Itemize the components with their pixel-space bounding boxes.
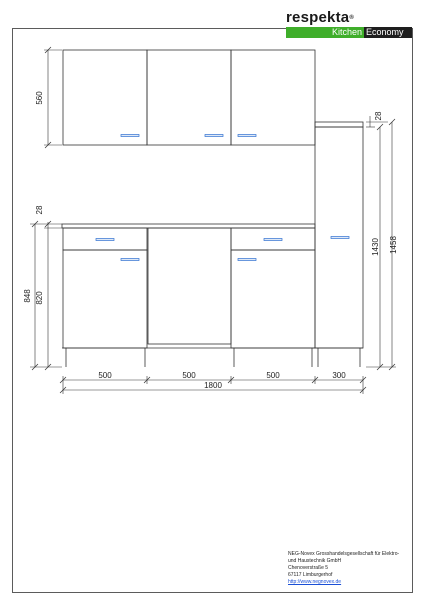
handle-door-1 xyxy=(121,259,139,261)
imprint-line: und Haustechnik GmbH xyxy=(288,558,342,564)
handle-tall xyxy=(331,237,349,239)
brand-logo xyxy=(286,9,412,37)
registered-mark: ® xyxy=(349,15,354,21)
upper-cabinets xyxy=(63,50,315,145)
tall-cabinet xyxy=(315,122,363,348)
upper-handles xyxy=(121,135,256,137)
imprint-line: 67117 Limburgerhof xyxy=(288,572,333,578)
imprint-address xyxy=(288,551,418,586)
handle-drawer-3 xyxy=(264,239,282,241)
dim-total-height: 848 xyxy=(23,289,32,303)
handle-door-3 xyxy=(238,259,256,261)
worktop xyxy=(62,224,315,228)
upper-cabinet-2 xyxy=(147,50,231,145)
handle-drawer-1 xyxy=(96,239,114,241)
dim-overall-width: 1800 xyxy=(204,381,222,390)
dim-width-2: 500 xyxy=(182,371,196,380)
handle-upper-1 xyxy=(121,135,139,137)
dim-base-height: 820 xyxy=(35,291,44,305)
tall-cabinet-top xyxy=(315,122,363,127)
dim-tall-total: 1458 xyxy=(389,236,398,254)
base-door-1 xyxy=(63,250,147,348)
base-door-3 xyxy=(231,250,315,348)
upper-cabinet-1 xyxy=(63,50,147,145)
imprint-line: NEG-Novex Grosshandelsgesellschaft für Elektro- xyxy=(288,551,400,557)
cabinet-legs xyxy=(66,348,360,367)
dishwasher-panel xyxy=(148,228,231,344)
dim-width-4: 300 xyxy=(332,371,346,380)
dimension-lines xyxy=(30,50,396,394)
page-border xyxy=(13,29,413,593)
brand-tag-economy: Economy xyxy=(364,27,412,38)
upper-cabinet-3 xyxy=(231,50,315,145)
imprint-line: Chenoverstraße 5 xyxy=(288,565,329,571)
brand-name xyxy=(286,10,412,26)
imprint-website-link[interactable]: http://www.negnovex.de xyxy=(288,579,342,585)
dim-tall-height: 1430 xyxy=(371,238,380,256)
dimension-ticks xyxy=(32,47,395,393)
handle-upper-2 xyxy=(205,135,223,137)
brand-wordmark: respekta xyxy=(286,9,350,26)
brand-tag-kitchen: Kitchen xyxy=(286,27,364,38)
dim-worktop-left: 28 xyxy=(35,205,44,215)
base-cabinets xyxy=(62,224,363,348)
dim-width-3: 500 xyxy=(266,371,280,380)
dim-width-1: 500 xyxy=(98,371,112,380)
brand-tagline-bar xyxy=(286,27,412,38)
dim-upper-height: 560 xyxy=(35,91,44,105)
base-handles xyxy=(96,239,282,261)
dim-tall-top: 28 xyxy=(374,111,383,121)
handle-upper-3 xyxy=(238,135,256,137)
